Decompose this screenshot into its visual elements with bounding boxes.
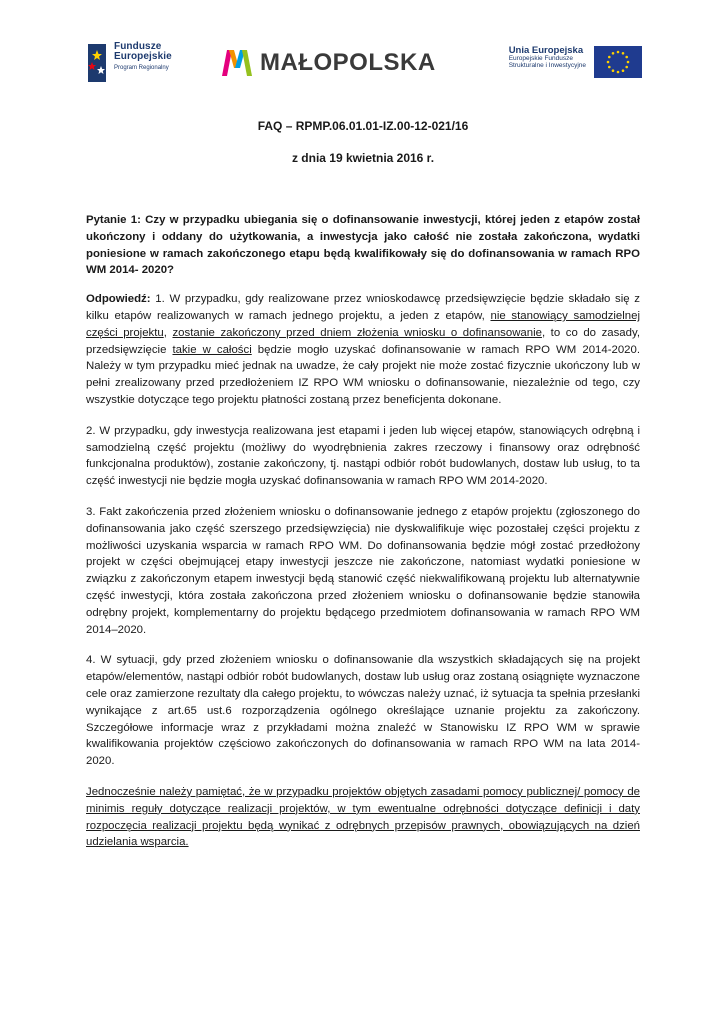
p1-part-a: 1. W przypadku, gdy realizowane przez wnioskodawcę przedsięwzięcie będzie składało się z kilku etapów realizowanych w ramach jednego projektu, a jeden z etapów, xyxy=(86,293,640,322)
p1-underline-1: nie stanowiący samodzielnej części projektu xyxy=(86,309,641,339)
answer-paragraph-3: 3. Fakt zakończenia przed złożeniem wniosku o dofinansowanie jednego z etapów projektu (zgłoszonego do dofinansowania jako część szerszego przedsięwzięcia) nie dyskwalifikuje więc pozostałej części projektu z możliwości uzyskania wsparcia w ramach RPO WM. Do dofinansowania będzie mógł zostać przedłożony projekt w części obejmującej etapy inwestycji jeszcze nie zakończone, natomiast wydatki poniesione w związku z zakończonym etapem inwestycji będą stanowić część niekwalifikowaną projektu lub alternatywnie część inwestycji, która została zakończona przed złożeniem wniosku o dofinansowanie będzie stanowiła odrębny projekt, komplementarny do projektu będącego przedmiotem dofinansowania w ramach RPO WM 2014–2020. xyxy=(86,505,640,636)
fe-logo-line1: Fundusze xyxy=(114,41,162,52)
question-1: Pytanie 1: Czy w przypadku ubiegania się o dofinansowanie inwestycji, której jeden z etapów został ukończony i oddany do użytkowania, a inwestycja jako całość nie została zakończona, wydatki poniesione w ramach zakończonego etapu będą kwalifikowały się do dofinansowania w ramach RPO WM 2014- 2020? xyxy=(86,214,640,277)
answer-paragraph-2: 2. W przypadku, gdy inwestycja realizowana jest etapami i jeden lub więcej etapów, stanowiących odrębną i samodzielną część projektu (możliwy do wyodrębnienia zakres rzeczowy i finansowy oraz odrębność funkcjonalna produktów), zostanie zakończony, tj. nastąpi odbiór robót budowlanych, dostaw lub usług, to ta część inwestycji nie będzie mogła uzyskać dofinansowania w ramach RPO WM 2014-2020. xyxy=(86,424,640,488)
answer-paragraph-4: 4. W sytuacji, gdy przed złożeniem wniosku o dofinansowanie dla wszystkich składających się na projekt etapów/elementów, nastąpi odbiór robót budowlanych, dostaw lub usług oraz zostaną osiągnięte wyznaczone cele oraz zamierzone rezultaty dla całego projektu, to wówczas należy uznać, iż sytuacja ta spełnia przesłanki wynikające z art.65 ust.6 rozporządzenia ogólnego określające uznanie projektu za zakończony. Szczegółowe informacje wraz z przykładami można znaleźć w Stanowisku IZ RPO WM w sprawie kwalifikowania projektów częściowo zakończonych do dofinansowania w ramach RPO WM na lata 2014-2020. xyxy=(86,654,640,768)
p1-underline-3: takie w całości xyxy=(172,343,252,356)
p1-part-b: , xyxy=(163,326,173,339)
header-logos xyxy=(86,40,642,90)
ue-logo-line3: Strukturalne i Inwestycyjne xyxy=(508,61,586,69)
document-date: z dnia 19 kwietnia 2016 r. xyxy=(291,151,435,165)
unia-europejska-logo xyxy=(509,46,642,78)
p1-underline-2: zostanie zakończony przed dniem złożenia wniosku o dofinansowanie xyxy=(172,326,542,339)
answer-paragraph-5: Jednocześnie należy pamiętać, że w przypadku projektów objętych zasadami pomocy publicznej/ pomocy de minimis reguły dotyczące realizacji projektów, w tym ewentualne odrębności dotyczące definicji i daty rozpoczęcia realizacji projektu będą wynikać z odrębnych przepisów prawnych, obowiązujących na dzień udzielania wsparcia. xyxy=(86,785,640,849)
document-body xyxy=(86,118,640,851)
ue-logo-line2: Europejskie Fundusze xyxy=(508,54,574,62)
fe-stars-icon xyxy=(86,42,108,84)
p1-part-c: , to co do zasady, przedsięwzięcie xyxy=(86,326,640,356)
malopolska-m-icon xyxy=(220,48,254,78)
fundusze-europejskie-logo xyxy=(86,42,172,84)
malopolska-logo xyxy=(220,48,436,78)
malopolska-logo-text: MAŁOPOLSKA xyxy=(260,49,436,76)
document-title: FAQ – RPMP.06.01.01-IZ.00-12-021/16 xyxy=(257,119,469,133)
fe-logo-line2: Europejskie xyxy=(114,51,172,62)
ue-logo-line1: Unia Europejska xyxy=(508,45,584,56)
answer-label: Odpowiedź: xyxy=(86,293,151,306)
answer-paragraph-1 xyxy=(86,291,640,409)
p1-part-d: będzie mogło uzyskać dofinansowanie w ramach RPO WM 2014-2020. Należy w tym przypadku mieć jednak na uwadze, że cały projekt nie może zostać fizycznie ukończony lub w pełni zrealizowany przed przedłożeniem IZ RPO WM wniosku o dofinansowanie, niezależnie od tego, czy wszystkie dotyczące tego projektu płatności zostaną przez beneficjenta dokonane. xyxy=(86,343,641,406)
eu-flag-icon xyxy=(594,46,642,78)
fe-logo-line3: Program Regionalny xyxy=(114,65,169,71)
